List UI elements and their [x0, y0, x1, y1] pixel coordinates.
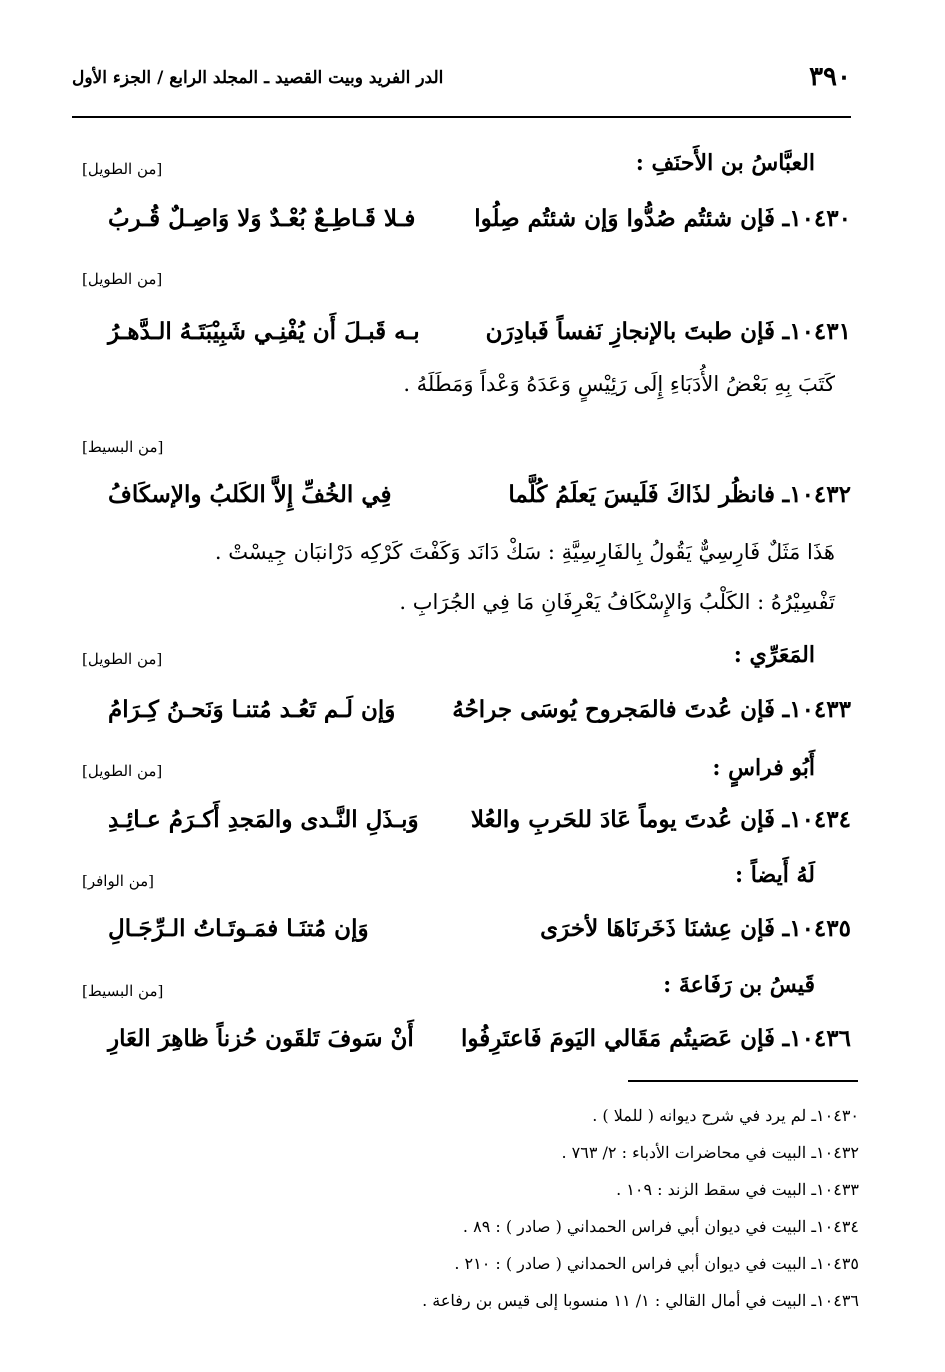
meter-label: [من الطويل] — [82, 650, 163, 668]
header-rule — [72, 116, 851, 118]
meter-label: [من الطويل] — [82, 270, 163, 288]
verse-second-hemistich: وَإن مُتنَـا فمَـوتَـاتُ الـرِّجَـالِ — [108, 915, 369, 942]
verse-second-hemistich: فِي الخُفِّ إِلاَّ الكَلبُ والإسكَافُ — [108, 481, 392, 508]
verse-first-hemistich: فَإن عِشنَا ذَخَرنَاهَا لأخرَى — [540, 915, 775, 942]
verse-number: ١٠٤٣٦ـ — [782, 1025, 851, 1052]
footnote: ١٠٤٣٤ـ البيت في ديوان أبي فراس الحمداني ( صادر ) : ٨٩ . — [462, 1217, 859, 1236]
verse-first-hemistich: فَإن طبتَ بالإنجازِ نَفساً فَبادِرَن — [485, 318, 775, 345]
poet-name: العبَّاسُ بن الأَحنَفِ : — [635, 150, 815, 176]
page-number: ٣٩٠ — [809, 62, 851, 92]
verse-second-hemistich: وَإن لَـم تَعُـد مُتنـا وَنَحـنُ كِـرَامُ — [108, 696, 396, 723]
footnote: ١٠٤٣٢ـ البيت في محاضرات الأدباء : ٢/ ٧٦٣ . — [561, 1143, 859, 1162]
verse-first-hemistich: فَإن عُدتَ فالمَجروح يُوسَى جراحُهُ — [452, 696, 775, 723]
running-header — [72, 62, 851, 102]
commentary-line: كَتَبَ بِهِ بَعْضُ الأُدَبَاءِ إِلَى رَئِيْسٍ وَعَدَهُ وَعْداً وَمَطَلَهُ . — [403, 372, 835, 396]
running-title: الدر الفريد وبيت القصيد ـ المجلد الرابع / الجزء الأول — [72, 68, 444, 88]
verse-number: ١٠٤٣٥ـ — [782, 915, 851, 942]
footnote-rule — [628, 1080, 858, 1082]
verse-second-hemistich: أَنْ سَوفَ تَلقَون حُزناً ظاهِرَ العَارِ — [108, 1025, 414, 1052]
meter-label: [من البسيط] — [82, 438, 164, 456]
verse-first-hemistich: فانظُر لذَاكَ فَلَيسَ يَعلَمُ كُلَّما — [508, 481, 775, 508]
verse-first-hemistich: فَإن عَصَيتُم مَقَالي اليَومَ فَاعتَرِفُوا — [460, 1025, 775, 1052]
verse-first-hemistich: فَإن شئتُم صُدُّوا وَإن شئتُم صِلُوا — [474, 205, 775, 232]
verse-number: ١٠٤٣٢ـ — [782, 481, 851, 508]
footnote: ١٠٤٣٦ـ البيت في أمال القالي : ١/ ١١ منسوبا إلى قيس بن رفاعة . — [422, 1291, 859, 1310]
footnote: ١٠٤٣٥ـ البيت في ديوان أبي فراس الحمداني ( صادر ) : ٢١٠ . — [454, 1254, 859, 1273]
verse-second-hemistich: فـلا قَـاطِـعٌ بُعْـدٌ وَلا وَاصِـلٌ قُـربُ — [108, 205, 416, 232]
poet-name: أَبُو فراسٍ : — [712, 755, 815, 781]
verse-second-hemistich: بـه قَبـلَ أَن يُفْنِـي شَبِيْبَتَـهُ الـدَّهـرُ — [108, 318, 420, 345]
poet-name: قَيسُ بن رَفَاعةَ : — [663, 972, 815, 998]
verse-number: ١٠٤٣٠ـ — [782, 205, 851, 232]
footnote: ١٠٤٣٣ـ البيت في سقط الزند : ١٠٩ . — [616, 1180, 859, 1199]
verse-first-hemistich: فَإن عُدتَ يوماً عَادَ للحَربِ والعُلا — [470, 806, 775, 833]
verse-number: ١٠٤٣٤ـ — [782, 806, 851, 833]
verse-number: ١٠٤٣٣ـ — [782, 696, 851, 723]
footnote: ١٠٤٣٠ـ لم يرد في شرح ديوانه ( للملا ) . — [592, 1106, 859, 1125]
meter-label: [من الطويل] — [82, 160, 163, 178]
meter-label: [من الطويل] — [82, 762, 163, 780]
verse-number: ١٠٤٣١ـ — [782, 318, 851, 345]
commentary-line: هَذَا مَثَلٌ فَارِسِيٌّ يَقُولُ بِالفَارِسِيَّةِ : سَكْ دَانَد وَكَفْتَ كَرْكِه دَرْانبَان جِيسْتْ . — [214, 540, 835, 564]
poet-name: المَعَرِّي : — [733, 642, 815, 668]
poet-name: لَهُ أَيضاً : — [735, 862, 815, 888]
meter-label: [من البسيط] — [82, 982, 164, 1000]
commentary-line: تَفْسِيْرُهُ : الكَلْبُ وَالإِسْكَافُ يَعْرِفَانِ مَا فِي الجُرَابِ . — [399, 590, 835, 614]
meter-label: [من الوافر] — [82, 872, 155, 890]
verse-second-hemistich: وَبـذَلِ النَّـدى والمَجدِ أَكـرَمُ عـائِـدِ — [108, 806, 419, 833]
